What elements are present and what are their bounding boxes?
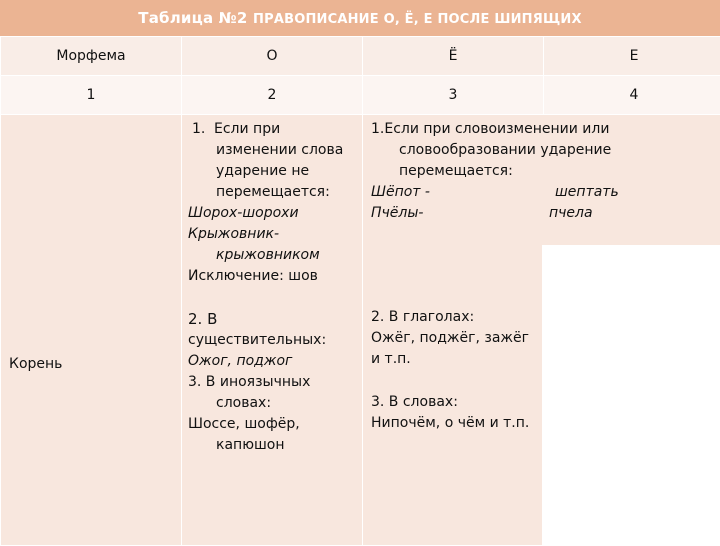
yo-example2-right: пчела [549,203,593,224]
yo-spacer-2 [371,370,536,392]
o-rule3-text2: словах: [188,393,358,414]
o-example1: Шорох-шорохи [188,203,358,224]
o-rule1-text1: Если при [214,121,280,137]
o-rule3-example2: капюшон [188,435,358,456]
yo-rule2-line2: Ожёг, поджёг, зажёг [371,328,536,349]
o-rule1-number: 1. [188,119,214,140]
o-rule2-text: существительных: [188,330,358,351]
o-rule3-text1: 3. В иноязычных [188,372,358,393]
table-title [138,9,581,27]
number-2: 2 [182,76,363,115]
yo-example2-left: Пчёлы- [371,203,549,224]
numbers-row [1,76,720,115]
e-lower-cell [543,245,720,545]
o-rule1-line2: изменении слова [188,140,358,161]
yo-rule1-line3: перемещается: [371,161,718,182]
number-3: 3 [363,76,544,115]
yo-rule2-line1: 2. В глаголах: [371,307,536,328]
body-row [1,115,720,546]
spelling-table [0,36,720,546]
o-example2a: Крыжовник- [188,224,358,245]
yo-lower-grid [363,245,720,545]
yo-example1-left: Шёпот - [371,182,555,203]
morpheme-root [1,115,182,546]
morpheme-root-label: Корень [9,356,62,372]
yo-rule2-line3: и т.п. [371,349,536,370]
yo-rule1-line1: 1.Если при словоизменении или [371,119,718,140]
o-rule2-example: Ожог, поджог [188,351,358,372]
o-column-cell [182,115,363,546]
title-bar [0,0,720,36]
header-o: О [182,37,363,76]
o-rule3-example1: Шоссе, шофёр, [188,414,358,435]
yo-rule3-line1: 3. В словах: [371,392,536,413]
yo-rule1-block [363,115,720,245]
o-rule1-line4: перемещается: [188,182,358,203]
table-title-main: Таблица №2 [138,9,247,27]
o-exception: Исключение: шов [188,266,358,287]
table-title-sub: ПРАВОПИСАНИЕ О, Ё, Е ПОСЛЕ ШИПЯЩИХ [253,12,582,27]
o-rule2-number: 2. В [188,309,358,330]
o-rule-block [182,115,362,456]
header-morpheme: Морфема [1,37,182,76]
o-rule1-line3: ударение не [188,161,358,182]
yo-example1 [371,182,718,203]
yo-lower-left [363,245,543,545]
number-4: 4 [544,76,720,115]
yo-rule3-line2: Нипочём, о чём и т.п. [371,413,536,434]
yo-spacer [371,249,536,307]
o-rule1-line1 [188,119,358,140]
header-e: Е [544,37,720,76]
o-example2b: крыжовником [188,245,358,266]
yo-example2 [371,203,718,224]
yo-example1-right: шептать [555,182,619,203]
yo-rule1-line2: словообразовании ударение [371,140,718,161]
header-yo: Ё [363,37,544,76]
header-row [1,37,720,76]
number-1: 1 [1,76,182,115]
yo-column-cell [363,115,720,546]
